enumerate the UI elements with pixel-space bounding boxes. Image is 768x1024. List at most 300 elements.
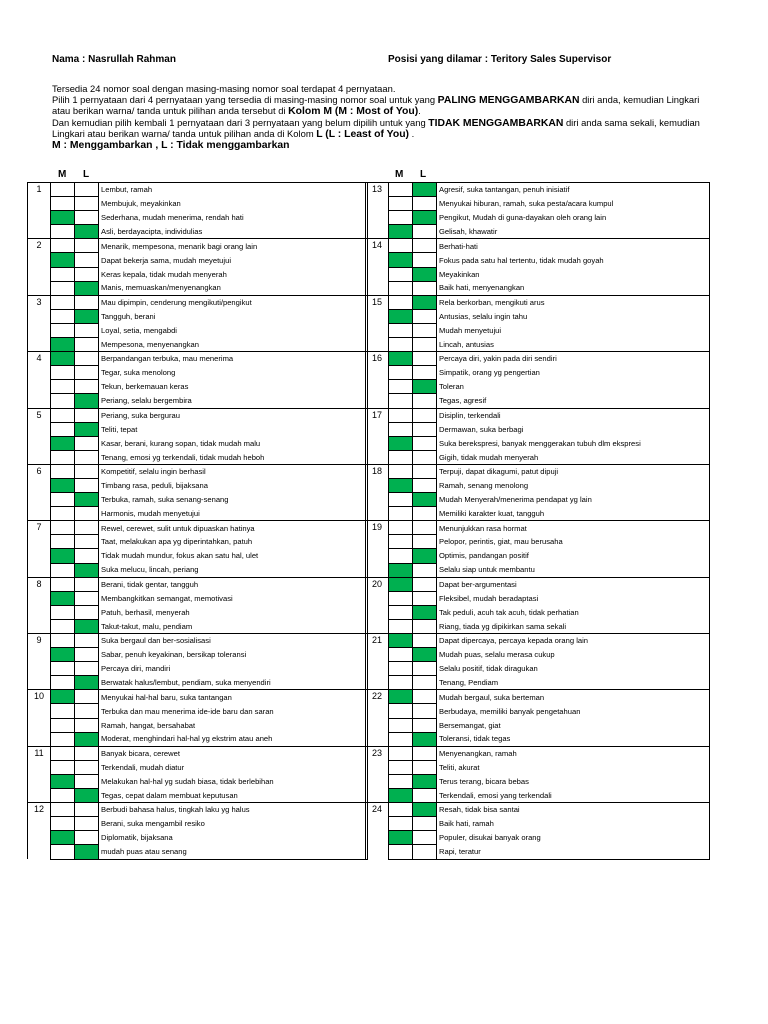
statement-text: Taat, melakukan apa yg diperintahkan, patuh	[99, 535, 368, 549]
least-checkbox[interactable]	[413, 450, 437, 464]
least-checkbox[interactable]	[75, 535, 99, 549]
question-row	[366, 309, 710, 323]
most-checkbox[interactable]	[51, 577, 75, 591]
most-checkbox[interactable]	[389, 239, 413, 253]
least-checkbox[interactable]	[75, 591, 99, 605]
statement-text: Lembut, ramah	[99, 183, 368, 197]
instruction-text: .	[409, 128, 415, 140]
statement-text: Percaya diri, mandiri	[99, 662, 368, 676]
most-checkbox[interactable]	[389, 789, 413, 803]
least-checkbox[interactable]	[413, 211, 437, 225]
instruction-line-1: Tersedia 24 nomor soal dengan masing-masing nomor soal terdapat 4 pernyataan.	[52, 83, 396, 94]
least-checkbox[interactable]	[75, 648, 99, 662]
most-checkbox[interactable]	[51, 436, 75, 450]
statement-text: Terkendali, mudah diatur	[99, 760, 368, 774]
question-row	[366, 676, 710, 690]
most-checkbox[interactable]	[51, 690, 75, 704]
most-checkbox[interactable]	[389, 634, 413, 648]
most-checkbox[interactable]	[389, 591, 413, 605]
statement-text: Bersemangat, giat	[437, 718, 710, 732]
most-checkbox[interactable]	[389, 394, 413, 408]
most-checkbox[interactable]	[389, 183, 413, 197]
most-checkbox[interactable]	[389, 507, 413, 521]
least-checkbox[interactable]	[75, 619, 99, 633]
statement-text: Loyal, setia, mengabdi	[99, 323, 368, 337]
least-checkbox[interactable]	[413, 563, 437, 577]
most-checkbox[interactable]	[51, 253, 75, 267]
least-checkbox[interactable]	[413, 478, 437, 492]
least-checkbox[interactable]	[75, 464, 99, 478]
least-checkbox[interactable]	[413, 789, 437, 803]
question-row	[28, 662, 368, 676]
most-checkbox[interactable]	[389, 323, 413, 337]
statement-text: Toleransi, tidak tegas	[437, 732, 710, 746]
statement-text: Sabar, penuh keyakinan, bersikap toleransi	[99, 648, 368, 662]
question-row	[366, 817, 710, 831]
question-row	[366, 450, 710, 464]
least-checkbox[interactable]	[75, 408, 99, 422]
most-checkbox[interactable]	[51, 549, 75, 563]
most-checkbox[interactable]	[389, 732, 413, 746]
least-checkbox[interactable]	[75, 803, 99, 817]
least-checkbox[interactable]	[413, 676, 437, 690]
most-checkbox[interactable]	[51, 634, 75, 648]
least-checkbox[interactable]	[75, 450, 99, 464]
most-checkbox[interactable]	[389, 436, 413, 450]
statement-text: Berbudi bahasa halus, tingkah laku yg halus	[99, 803, 368, 817]
question-row	[28, 183, 368, 197]
most-checkbox[interactable]	[389, 817, 413, 831]
statement-text: Menarik, mempesona, menarik bagi orang lain	[99, 239, 368, 253]
least-checkbox[interactable]	[413, 408, 437, 422]
statement-text: Periang, selalu bergembira	[99, 394, 368, 408]
least-checkbox[interactable]	[413, 817, 437, 831]
instruction-emphasis: TIDAK MENGGAMBARKAN	[428, 117, 564, 129]
most-checkbox[interactable]	[389, 803, 413, 817]
most-checkbox[interactable]	[389, 760, 413, 774]
least-checkbox[interactable]	[413, 774, 437, 788]
most-checkbox[interactable]	[51, 774, 75, 788]
least-checkbox[interactable]	[75, 422, 99, 436]
most-checkbox[interactable]	[389, 577, 413, 591]
least-checkbox[interactable]	[75, 577, 99, 591]
most-checkbox[interactable]	[51, 239, 75, 253]
least-checkbox[interactable]	[413, 718, 437, 732]
statement-text: Dapat bekerja sama, mudah meyetujui	[99, 253, 368, 267]
most-checkbox[interactable]	[389, 352, 413, 366]
least-checkbox[interactable]	[75, 746, 99, 760]
least-checkbox[interactable]	[413, 239, 437, 253]
most-checkbox[interactable]	[51, 225, 75, 239]
least-checkbox[interactable]	[75, 774, 99, 788]
least-checkbox[interactable]	[413, 281, 437, 295]
statement-text: Sederhana, mudah menerima, rendah hati	[99, 211, 368, 225]
statement-text: Memiliki karakter kuat, tangguh	[437, 507, 710, 521]
statement-text: Dapat ber-argumentasi	[437, 577, 710, 591]
question-row	[28, 774, 368, 788]
least-checkbox[interactable]	[413, 295, 437, 309]
least-checkbox[interactable]	[413, 662, 437, 676]
least-checkbox[interactable]	[413, 521, 437, 535]
least-checkbox[interactable]	[75, 436, 99, 450]
most-checkbox[interactable]	[389, 493, 413, 507]
statement-text: Tegar, suka menolong	[99, 366, 368, 380]
most-checkbox[interactable]	[389, 380, 413, 394]
least-checkbox[interactable]	[75, 225, 99, 239]
question-number: 8	[28, 577, 51, 633]
least-checkbox[interactable]	[75, 845, 99, 859]
instructions	[52, 84, 752, 152]
question-row	[28, 436, 368, 450]
question-row	[366, 690, 710, 704]
least-checkbox[interactable]	[75, 197, 99, 211]
question-number: 9	[28, 634, 51, 690]
question-number: 22	[366, 690, 389, 746]
most-checkbox[interactable]	[389, 563, 413, 577]
most-checkbox[interactable]	[389, 211, 413, 225]
most-checkbox[interactable]	[51, 563, 75, 577]
question-row	[366, 577, 710, 591]
statement-text: Simpatik, orang yg pengertian	[437, 366, 710, 380]
least-checkbox[interactable]	[75, 605, 99, 619]
statement-text: Lincah, antusias	[437, 338, 710, 352]
least-checkbox[interactable]	[413, 549, 437, 563]
most-checkbox[interactable]	[51, 394, 75, 408]
least-checkbox[interactable]	[75, 295, 99, 309]
statement-text: mudah puas atau senang	[99, 845, 368, 859]
question-row	[28, 732, 368, 746]
least-checkbox[interactable]	[413, 253, 437, 267]
most-checkbox[interactable]	[389, 295, 413, 309]
least-checkbox[interactable]	[413, 225, 437, 239]
most-checkbox[interactable]	[389, 450, 413, 464]
column-header-m: M	[58, 169, 67, 180]
most-checkbox[interactable]	[51, 845, 75, 859]
most-checkbox[interactable]	[51, 478, 75, 492]
most-checkbox[interactable]	[389, 422, 413, 436]
question-row	[28, 309, 368, 323]
most-checkbox[interactable]	[389, 845, 413, 859]
most-checkbox[interactable]	[51, 789, 75, 803]
instruction-text: Dan kemudian pilih kembali 1 pernyataan dari 3 pernyataan yang belum dipilih untuk yang	[52, 116, 429, 128]
most-checkbox[interactable]	[389, 619, 413, 633]
statement-text: Menunjukkan rasa hormat	[437, 521, 710, 535]
question-row	[366, 634, 710, 648]
least-checkbox[interactable]	[75, 521, 99, 535]
least-checkbox[interactable]	[75, 211, 99, 225]
most-checkbox[interactable]	[389, 338, 413, 352]
most-checkbox[interactable]	[51, 591, 75, 605]
most-checkbox[interactable]	[389, 309, 413, 323]
least-checkbox[interactable]	[413, 464, 437, 478]
statement-text: Pengikut, Mudah di guna-dayakan oleh orang lain	[437, 211, 710, 225]
least-checkbox[interactable]	[75, 183, 99, 197]
least-checkbox[interactable]	[75, 760, 99, 774]
least-checkbox[interactable]	[413, 648, 437, 662]
most-checkbox[interactable]	[51, 450, 75, 464]
least-checkbox[interactable]	[75, 634, 99, 648]
least-checkbox[interactable]	[413, 619, 437, 633]
most-checkbox[interactable]	[51, 267, 75, 281]
least-checkbox[interactable]	[75, 323, 99, 337]
least-checkbox[interactable]	[75, 732, 99, 746]
column-header-m: M	[395, 169, 404, 180]
least-checkbox[interactable]	[413, 577, 437, 591]
least-checkbox[interactable]	[413, 746, 437, 760]
statement-text: Tegas, agresif	[437, 394, 710, 408]
least-checkbox[interactable]	[75, 676, 99, 690]
most-checkbox[interactable]	[389, 549, 413, 563]
least-checkbox[interactable]	[75, 563, 99, 577]
question-row	[28, 591, 368, 605]
most-checkbox[interactable]	[51, 309, 75, 323]
question-number: 7	[28, 521, 51, 577]
most-checkbox[interactable]	[389, 197, 413, 211]
instruction-text: .	[418, 105, 421, 117]
statement-text: Teliti, tepat	[99, 422, 368, 436]
most-checkbox[interactable]	[389, 690, 413, 704]
most-checkbox[interactable]	[51, 535, 75, 549]
most-checkbox[interactable]	[51, 507, 75, 521]
least-checkbox[interactable]	[75, 380, 99, 394]
most-checkbox[interactable]	[389, 648, 413, 662]
most-checkbox[interactable]	[51, 183, 75, 197]
least-checkbox[interactable]	[413, 267, 437, 281]
least-checkbox[interactable]	[75, 309, 99, 323]
question-number: 18	[366, 464, 389, 520]
question-row	[28, 464, 368, 478]
question-row	[366, 619, 710, 633]
most-checkbox[interactable]	[51, 521, 75, 535]
most-checkbox[interactable]	[51, 648, 75, 662]
question-row	[366, 267, 710, 281]
question-row	[28, 450, 368, 464]
least-checkbox[interactable]	[413, 366, 437, 380]
least-checkbox[interactable]	[413, 634, 437, 648]
least-checkbox[interactable]	[75, 338, 99, 352]
question-row	[366, 239, 710, 253]
least-checkbox[interactable]	[75, 690, 99, 704]
most-checkbox[interactable]	[51, 408, 75, 422]
question-row	[28, 197, 368, 211]
most-checkbox[interactable]	[51, 211, 75, 225]
question-row	[366, 535, 710, 549]
least-checkbox[interactable]	[413, 338, 437, 352]
statement-text: Mudah Menyerah/menerima pendapat yg lain	[437, 493, 710, 507]
least-checkbox[interactable]	[75, 662, 99, 676]
statement-text: Tak peduli, acuh tak acuh, tidak perhatian	[437, 605, 710, 619]
question-row	[366, 295, 710, 309]
question-row	[366, 323, 710, 337]
most-checkbox[interactable]	[389, 605, 413, 619]
question-row	[366, 732, 710, 746]
most-checkbox[interactable]	[51, 662, 75, 676]
least-checkbox[interactable]	[413, 493, 437, 507]
statement-text: Terbuka, ramah, suka senang-senang	[99, 493, 368, 507]
statement-text: Berani, suka mengambil resiko	[99, 817, 368, 831]
statement-text: Pelopor, perintis, giat, mau berusaha	[437, 535, 710, 549]
most-checkbox[interactable]	[389, 366, 413, 380]
question-row	[28, 211, 368, 225]
most-checkbox[interactable]	[51, 197, 75, 211]
least-checkbox[interactable]	[413, 845, 437, 859]
most-checkbox[interactable]	[389, 464, 413, 478]
least-checkbox[interactable]	[413, 704, 437, 718]
question-number: 10	[28, 690, 51, 746]
least-checkbox[interactable]	[413, 690, 437, 704]
most-checkbox[interactable]	[389, 746, 413, 760]
least-checkbox[interactable]	[413, 309, 437, 323]
instruction-emphasis: Kolom M (M : Most of You)	[288, 106, 419, 118]
least-checkbox[interactable]	[413, 183, 437, 197]
most-checkbox[interactable]	[51, 718, 75, 732]
question-row	[28, 267, 368, 281]
least-checkbox[interactable]	[75, 394, 99, 408]
question-row	[366, 521, 710, 535]
most-checkbox[interactable]	[389, 253, 413, 267]
statement-text: Dermawan, suka berbagi	[437, 422, 710, 436]
most-checkbox[interactable]	[51, 619, 75, 633]
most-checkbox[interactable]	[51, 605, 75, 619]
question-row	[366, 704, 710, 718]
most-checkbox[interactable]	[389, 676, 413, 690]
most-checkbox[interactable]	[51, 464, 75, 478]
instruction-legend: M : Menggambarkan , L : Tidak menggambarkan	[52, 139, 290, 151]
statement-text: Berpandangan terbuka, mau menerima	[99, 352, 368, 366]
most-checkbox[interactable]	[51, 366, 75, 380]
statement-text: Rewel, cerewet, sulit untuk dipuaskan hatinya	[99, 521, 368, 535]
most-checkbox[interactable]	[51, 746, 75, 760]
most-checkbox[interactable]	[51, 281, 75, 295]
most-checkbox[interactable]	[389, 281, 413, 295]
statement-text: Tegas, cepat dalam membuat keputusan	[99, 789, 368, 803]
most-checkbox[interactable]	[389, 408, 413, 422]
question-row	[366, 718, 710, 732]
question-row	[28, 789, 368, 803]
most-checkbox[interactable]	[389, 535, 413, 549]
least-checkbox[interactable]	[413, 380, 437, 394]
least-checkbox[interactable]	[75, 831, 99, 845]
most-checkbox[interactable]	[51, 493, 75, 507]
most-checkbox[interactable]	[389, 718, 413, 732]
question-row	[28, 831, 368, 845]
least-checkbox[interactable]	[413, 323, 437, 337]
most-checkbox[interactable]	[389, 521, 413, 535]
most-checkbox[interactable]	[389, 478, 413, 492]
statement-text: Terbuka dan mau menerima ide-ide baru dan saran	[99, 704, 368, 718]
most-checkbox[interactable]	[389, 831, 413, 845]
least-checkbox[interactable]	[75, 549, 99, 563]
most-checkbox[interactable]	[51, 676, 75, 690]
least-checkbox[interactable]	[413, 507, 437, 521]
statement-text: Resah, tidak bisa santai	[437, 803, 710, 817]
question-row	[28, 746, 368, 760]
least-checkbox[interactable]	[413, 352, 437, 366]
question-row	[28, 507, 368, 521]
statement-text: Diplomatik, bijaksana	[99, 831, 368, 845]
question-row	[28, 352, 368, 366]
most-checkbox[interactable]	[51, 732, 75, 746]
least-checkbox[interactable]	[75, 478, 99, 492]
most-checkbox[interactable]	[51, 295, 75, 309]
question-row	[366, 380, 710, 394]
question-row	[28, 845, 368, 859]
most-checkbox[interactable]	[51, 323, 75, 337]
least-checkbox[interactable]	[75, 253, 99, 267]
most-checkbox[interactable]	[51, 803, 75, 817]
least-checkbox[interactable]	[413, 831, 437, 845]
statement-text: Periang, suka bergurau	[99, 408, 368, 422]
question-row	[366, 591, 710, 605]
most-checkbox[interactable]	[51, 338, 75, 352]
least-checkbox[interactable]	[75, 718, 99, 732]
least-checkbox[interactable]	[75, 267, 99, 281]
least-checkbox[interactable]	[75, 704, 99, 718]
question-row	[366, 338, 710, 352]
most-checkbox[interactable]	[51, 352, 75, 366]
least-checkbox[interactable]	[75, 789, 99, 803]
question-row	[366, 662, 710, 676]
most-checkbox[interactable]	[51, 760, 75, 774]
statement-text: Berhati-hati	[437, 239, 710, 253]
statement-text: Fokus pada satu hal tertentu, tidak mudah goyah	[437, 253, 710, 267]
least-checkbox[interactable]	[413, 436, 437, 450]
question-row	[366, 507, 710, 521]
least-checkbox[interactable]	[75, 817, 99, 831]
most-checkbox[interactable]	[51, 831, 75, 845]
most-checkbox[interactable]	[51, 817, 75, 831]
question-row	[366, 436, 710, 450]
least-checkbox[interactable]	[75, 507, 99, 521]
question-number: 21	[366, 634, 389, 690]
least-checkbox[interactable]	[413, 803, 437, 817]
most-checkbox[interactable]	[51, 422, 75, 436]
most-checkbox[interactable]	[51, 704, 75, 718]
statement-text: Tangguh, berani	[99, 309, 368, 323]
question-row	[28, 422, 368, 436]
least-checkbox[interactable]	[413, 394, 437, 408]
least-checkbox[interactable]	[413, 535, 437, 549]
least-checkbox[interactable]	[75, 281, 99, 295]
statement-text: Timbang rasa, peduli, bijaksana	[99, 478, 368, 492]
least-checkbox[interactable]	[413, 197, 437, 211]
least-checkbox[interactable]	[75, 239, 99, 253]
least-checkbox[interactable]	[75, 352, 99, 366]
question-number: 3	[28, 295, 51, 351]
question-row	[28, 690, 368, 704]
most-checkbox[interactable]	[389, 225, 413, 239]
question-row	[366, 605, 710, 619]
statement-text: Terpuji, dapat dikagumi, patut dipuji	[437, 464, 710, 478]
most-checkbox[interactable]	[389, 704, 413, 718]
most-checkbox[interactable]	[389, 662, 413, 676]
least-checkbox[interactable]	[413, 732, 437, 746]
statement-text: Toleran	[437, 380, 710, 394]
least-checkbox[interactable]	[413, 760, 437, 774]
most-checkbox[interactable]	[389, 774, 413, 788]
statement-text: Terus terang, bicara bebas	[437, 774, 710, 788]
least-checkbox[interactable]	[75, 493, 99, 507]
question-row	[366, 493, 710, 507]
least-checkbox[interactable]	[413, 591, 437, 605]
least-checkbox[interactable]	[413, 422, 437, 436]
statement-text: Gelisah, khawatir	[437, 225, 710, 239]
most-checkbox[interactable]	[389, 267, 413, 281]
least-checkbox[interactable]	[413, 605, 437, 619]
least-checkbox[interactable]	[75, 366, 99, 380]
most-checkbox[interactable]	[51, 380, 75, 394]
question-row	[366, 464, 710, 478]
